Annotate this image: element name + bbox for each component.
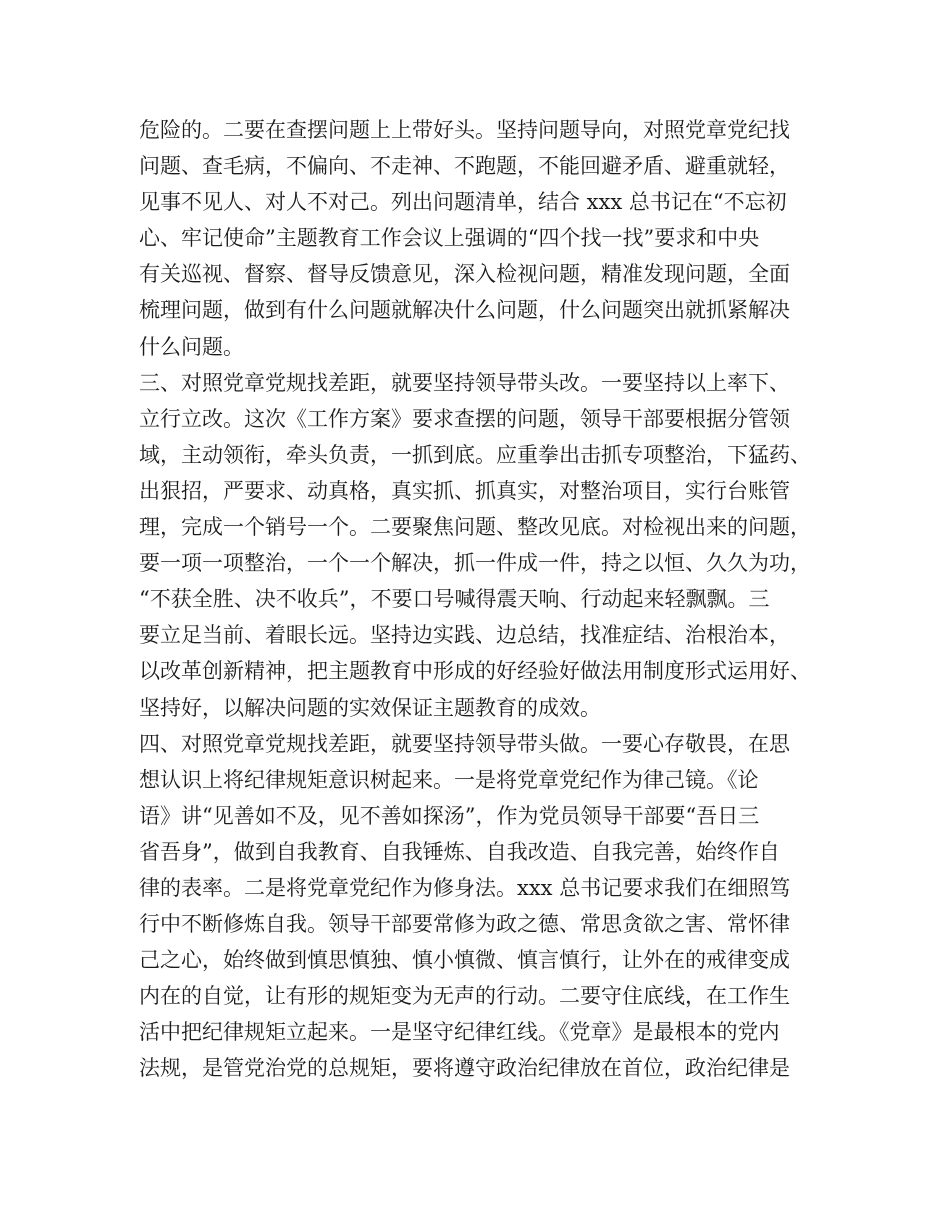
text-line: 要一项一项整治，一个一个解决，抓一件成一件，持之以恒、久久为功， xyxy=(139,551,811,576)
text-line: 语》讲“见善如不及，见不善如探汤”，作为党员领导干部要“吾日三 xyxy=(139,803,760,828)
text-line: 法规，是管党治党的总规矩，要将遵守政治纪律放在首位，政治纪律是 xyxy=(139,1056,790,1081)
text-line: 以改革创新精神，把主题教育中形成的好经验好做法用制度形式运用好、 xyxy=(139,659,811,684)
text-line: 省吾身”，做到自我教育、自我锤炼、自我改造、自我完善，始终作自 xyxy=(139,839,780,864)
text-line: 什么问题。 xyxy=(139,334,244,359)
text-line: 立行立改。这次《工作方案》要求查摆的问题，领导干部要根据分管领 xyxy=(139,406,790,431)
text-line: 内在的自觉，让有形的规矩变为无声的行动。二要守住底线，在工作生 xyxy=(139,984,790,1009)
text-line: 坚持好，以解决问题的实效保证主题教育的成效。 xyxy=(139,695,601,720)
text-line: 出狠招，严要求、动真格，真实抓、抓真实，对整治项目，实行台账管 xyxy=(139,478,790,503)
text-line: 有关巡视、督察、督导反馈意见，深入检视问题，精准发现问题，全面 xyxy=(139,262,790,287)
text-line: 危险的。二要在查摆问题上上带好头。坚持问题导向，对照党章党纪找 xyxy=(139,118,790,142)
text-line: 心、牢记使命”主题教育工作会议上强调的“四个找一找”要求和中央 xyxy=(139,226,760,251)
body-text xyxy=(139,112,839,1087)
text-line: “不获全胜、决不收兵”，不要口号喊得震天响、行动起来轻飘飘。三 xyxy=(139,587,770,612)
text-line: 四、对照党章党规找差距，就要坚持领导带头做。一要心存敬畏，在思 xyxy=(139,731,790,756)
text-line: 梳理问题，做到有什么问题就解决什么问题，什么问题突出就抓紧解决 xyxy=(139,298,790,323)
text-line: 行中不断修炼自我。领导干部要常修为政之德、常思贪欲之害、常怀律 xyxy=(139,912,790,937)
text-line: 己之心，始终做到慎思慎独、慎小慎微、慎言慎行，让外在的戒律变成 xyxy=(139,948,790,973)
text-line: 三、对照党章党规找差距，就要坚持领导带头改。一要坚持以上率下、 xyxy=(139,370,790,395)
text-line: 活中把纪律规矩立起来。一是坚守纪律红线。《党章》是最根本的党内 xyxy=(139,1020,780,1045)
text-line: 要立足当前、着眼长远。坚持边实践、边总结，找准症结、治根治本， xyxy=(139,623,790,648)
text-line: 域，主动领衔，牵头负责，一抓到底。应重拳出击抓专项整治，下猛药、 xyxy=(139,442,811,467)
text-line: 见事不见人、对人不对己。列出问题清单，结合 xxx 总书记在“不忘初 xyxy=(139,190,787,215)
text-line: 律的表率。二是将党章党纪作为修身法。xxx 总书记要求我们在细照笃 xyxy=(139,875,791,900)
text-line: 想认识上将纪律规矩意识树起来。一是将党章党纪作为律己镜。《论 xyxy=(139,767,759,792)
text-line: 理，完成一个销号一个。二要聚焦问题、整改见底。对检视出来的问题， xyxy=(139,515,811,540)
text-line: 问题、查毛病，不偏向、不走神、不跑题，不能回避矛盾、避重就轻， xyxy=(139,154,790,179)
